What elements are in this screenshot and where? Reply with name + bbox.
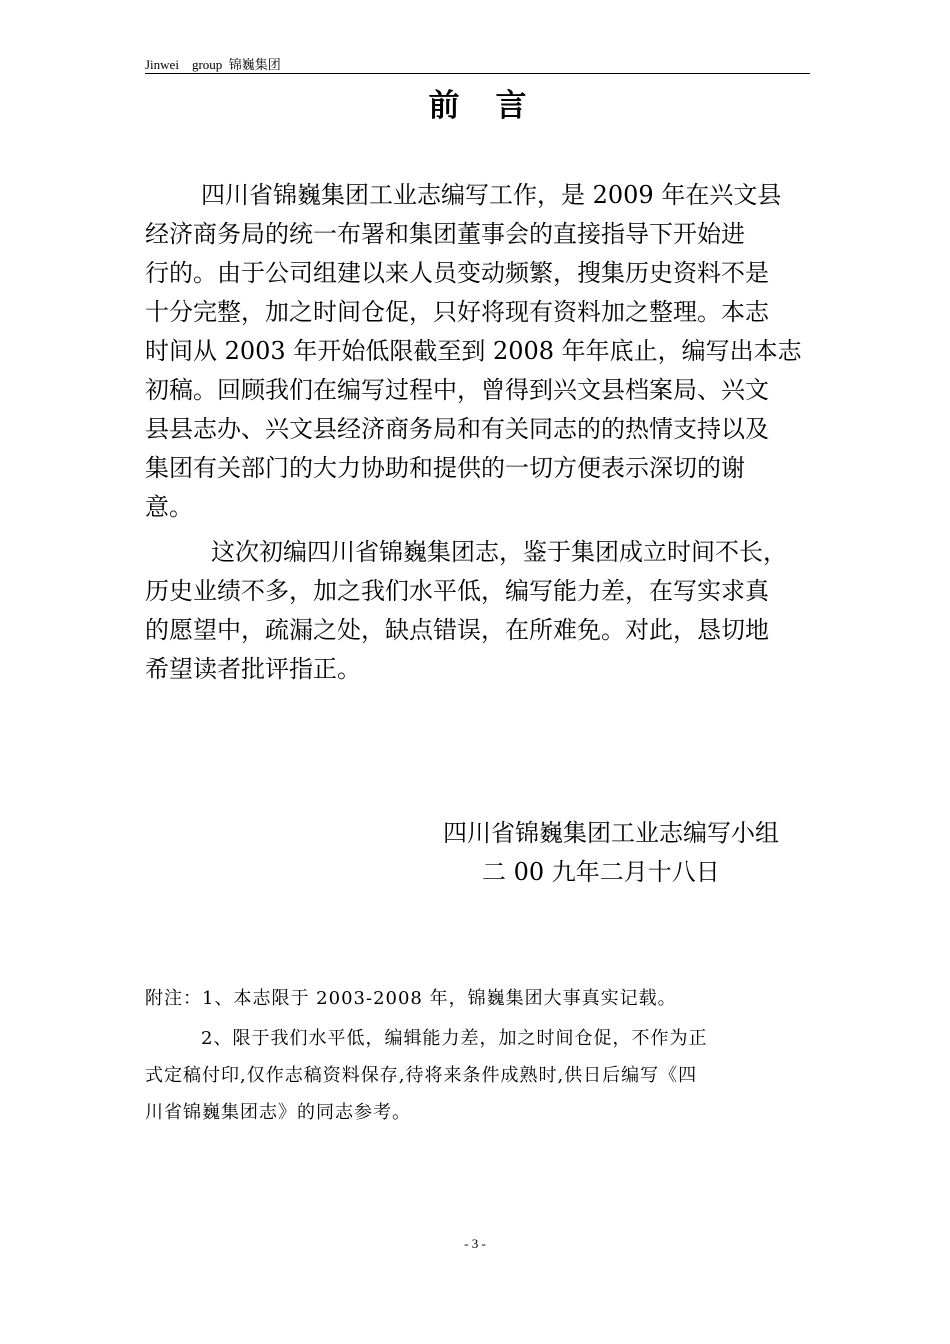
paragraph-line: 初稿。回顾我们在编写过程中，曾得到兴文县档案局、兴文 — [145, 376, 769, 404]
paragraph-line: 时间从 2003 年开始低限截至到 2008 年年底止，编写出本志 — [145, 337, 802, 365]
preface-paragraph-1 — [145, 176, 810, 527]
paragraph-line: 十分完整，加之时间仓促，只好将现有资料加之整理。本志 — [145, 298, 769, 326]
page-title: 前言 — [428, 88, 563, 124]
paragraph-line: 希望读者批评指正。 — [145, 655, 361, 683]
paragraph-line: 经济商务局的统一布署和集团董事会的直接指导下开始进 — [145, 220, 745, 248]
paragraph-line: 四川省锦巍集团工业志编写工作，是 2009 年在兴文县 — [201, 181, 782, 209]
paragraph-line: 集团有关部门的大力协助和提供的一切方便表示深切的谢 — [145, 454, 745, 482]
paragraph-line: 行的。由于公司组建以来人员变动频繁，搜集历史资料不是 — [145, 259, 769, 287]
preface-paragraph-2 — [145, 533, 810, 689]
note-line: 式定稿付印,仅作志稿资料保存,待将来条件成熟时,供日后编写《四 — [145, 1065, 698, 1086]
page-number: - 3 - — [464, 1236, 486, 1251]
signature-date: 二 00 九年二月十八日 — [482, 858, 720, 886]
note-line: 川省锦巍集团志》的同志参考。 — [145, 1102, 411, 1123]
paragraph-line: 的愿望中，疏漏之处，缺点错误，在所难免。对此，恳切地 — [145, 616, 769, 644]
note-line: 2、限于我们水平低，编辑能力差，加之时间仓促，不作为正 — [201, 1028, 708, 1049]
signature-organization: 四川省锦巍集团工业志编写小组 — [443, 819, 779, 847]
running-header: Jinwei group 锦巍集团 — [145, 57, 281, 72]
paragraph-line: 意。 — [145, 493, 193, 521]
header-rule — [145, 73, 810, 74]
paragraph-line: 这次初编四川省锦巍集团志，鉴于集团成立时间不长， — [211, 538, 787, 566]
footnote-2 — [145, 1020, 810, 1131]
paragraph-line: 历史业绩不多，加之我们水平低，编写能力差，在写实求真 — [145, 577, 769, 605]
paragraph-line: 县县志办、兴文县经济商务局和有关同志的的热情支持以及 — [145, 415, 769, 443]
footnote-1: 附注：1、本志限于 2003-2008 年，锦巍集团大事真实记载。 — [145, 988, 677, 1009]
